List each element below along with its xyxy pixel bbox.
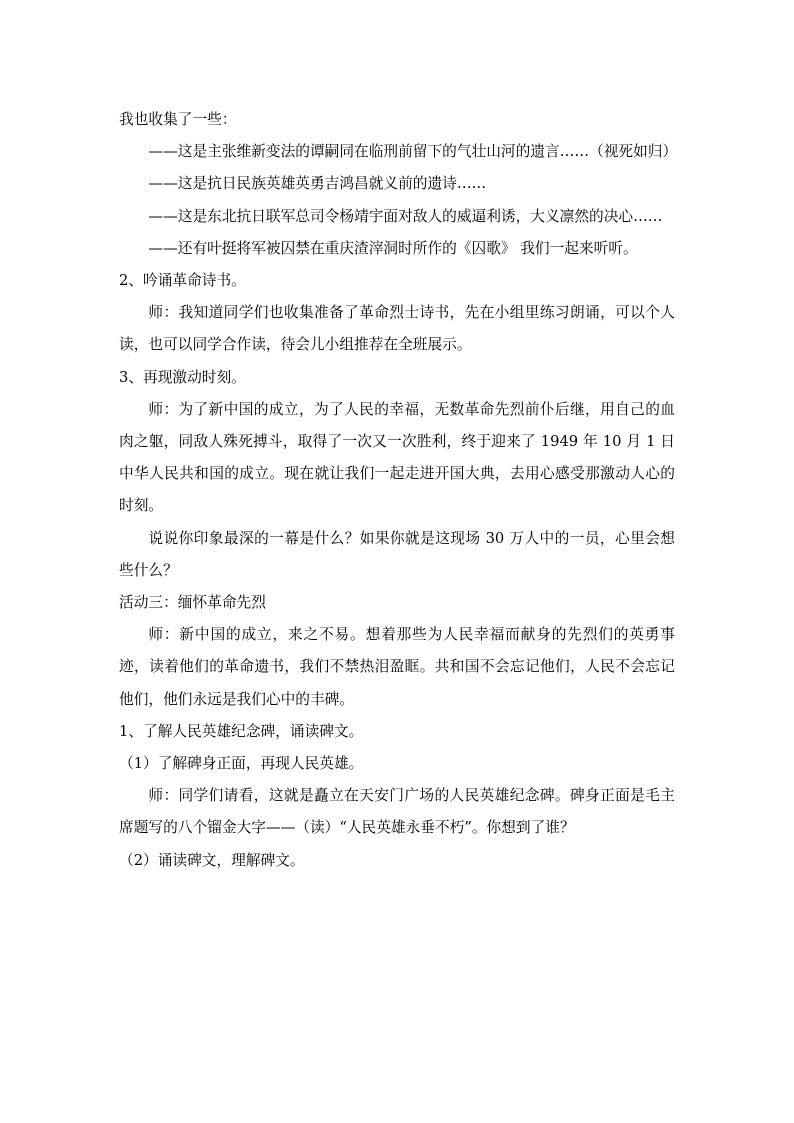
document-body (119, 104, 678, 877)
subsection-heading-front: （1）了解碑身正面，再现人民英雄。 (119, 755, 364, 773)
section-heading-monument: 1、了解人民英雄纪念碑，诵读碑文。 (119, 722, 364, 740)
paragraph-intro: 我也收集了一些： (119, 111, 237, 128)
paragraph-yang-jingyu: ——这是东北抗日联军总司令杨靖宇面对敌人的威逼利诱，大义凛然的决心…… (148, 207, 663, 225)
paragraph-question: 说说你印象最深的一幕是什么？如果你就是这现场 30 万人中的一员，心里会想些什么？ (119, 529, 675, 579)
paragraph-tan-sitong: ——这是主张维新变法的谭嗣同在临刑前留下的气壮山河的遗言……（视死如归） (148, 143, 678, 161)
paragraph-teacher-recite: 师：我知道同学们也收集准备了革命烈士诗书，先在小组里练习朗诵，可以个人读，也可以同学合作读，待会儿小组推荐在全班展示。 (119, 304, 675, 354)
paragraph-teacher-monument: 师：同学们请看，这就是矗立在天安门广场的人民英雄纪念碑。碑身正面是毛主席题写的八个镏金大字——（读）“人民英雄永垂不朽”。你想到了谁？ (119, 787, 675, 837)
paragraph-teacher-martyrs: 师：新中国的成立，来之不易。想着那些为人民幸福而献身的先烈们的英勇事迹，读着他们的革命遗书，我们不禁热泪盈眶。共和国不会忘记他们，人民不会忘记他们，他们永远是我们心中的丰碑。 (119, 626, 675, 708)
paragraph-ji-hongchang: ——这是抗日民族英雄英勇吉鸿昌就义前的遗诗…… (148, 175, 487, 193)
subsection-heading-inscription: （2）诵读碑文，理解碑文。 (119, 851, 305, 869)
activity-heading: 活动三：缅怀革命先烈 (119, 594, 266, 612)
paragraph-ye-ting: ——还有叶挺将军被囚禁在重庆渣滓洞时所作的《囚歌》 我们一起来听听。 (148, 239, 638, 257)
section-heading-recite-poems: 2、吟诵革命诗书。 (119, 272, 246, 290)
section-heading-reenact: 3、再现激动时刻。 (119, 368, 246, 386)
paragraph-teacher-founding: 师：为了新中国的成立，为了人民的幸福，无数革命先烈前仆后继，用自己的血肉之躯，同敌人殊死搏斗，取得了一次又一次胜利，终于迎来了 1949 年 10 月 1 日中华人民共和国的成立。现在就让我们一起走进开国大典，去用心感受那激动人心的时刻。 (119, 400, 675, 515)
